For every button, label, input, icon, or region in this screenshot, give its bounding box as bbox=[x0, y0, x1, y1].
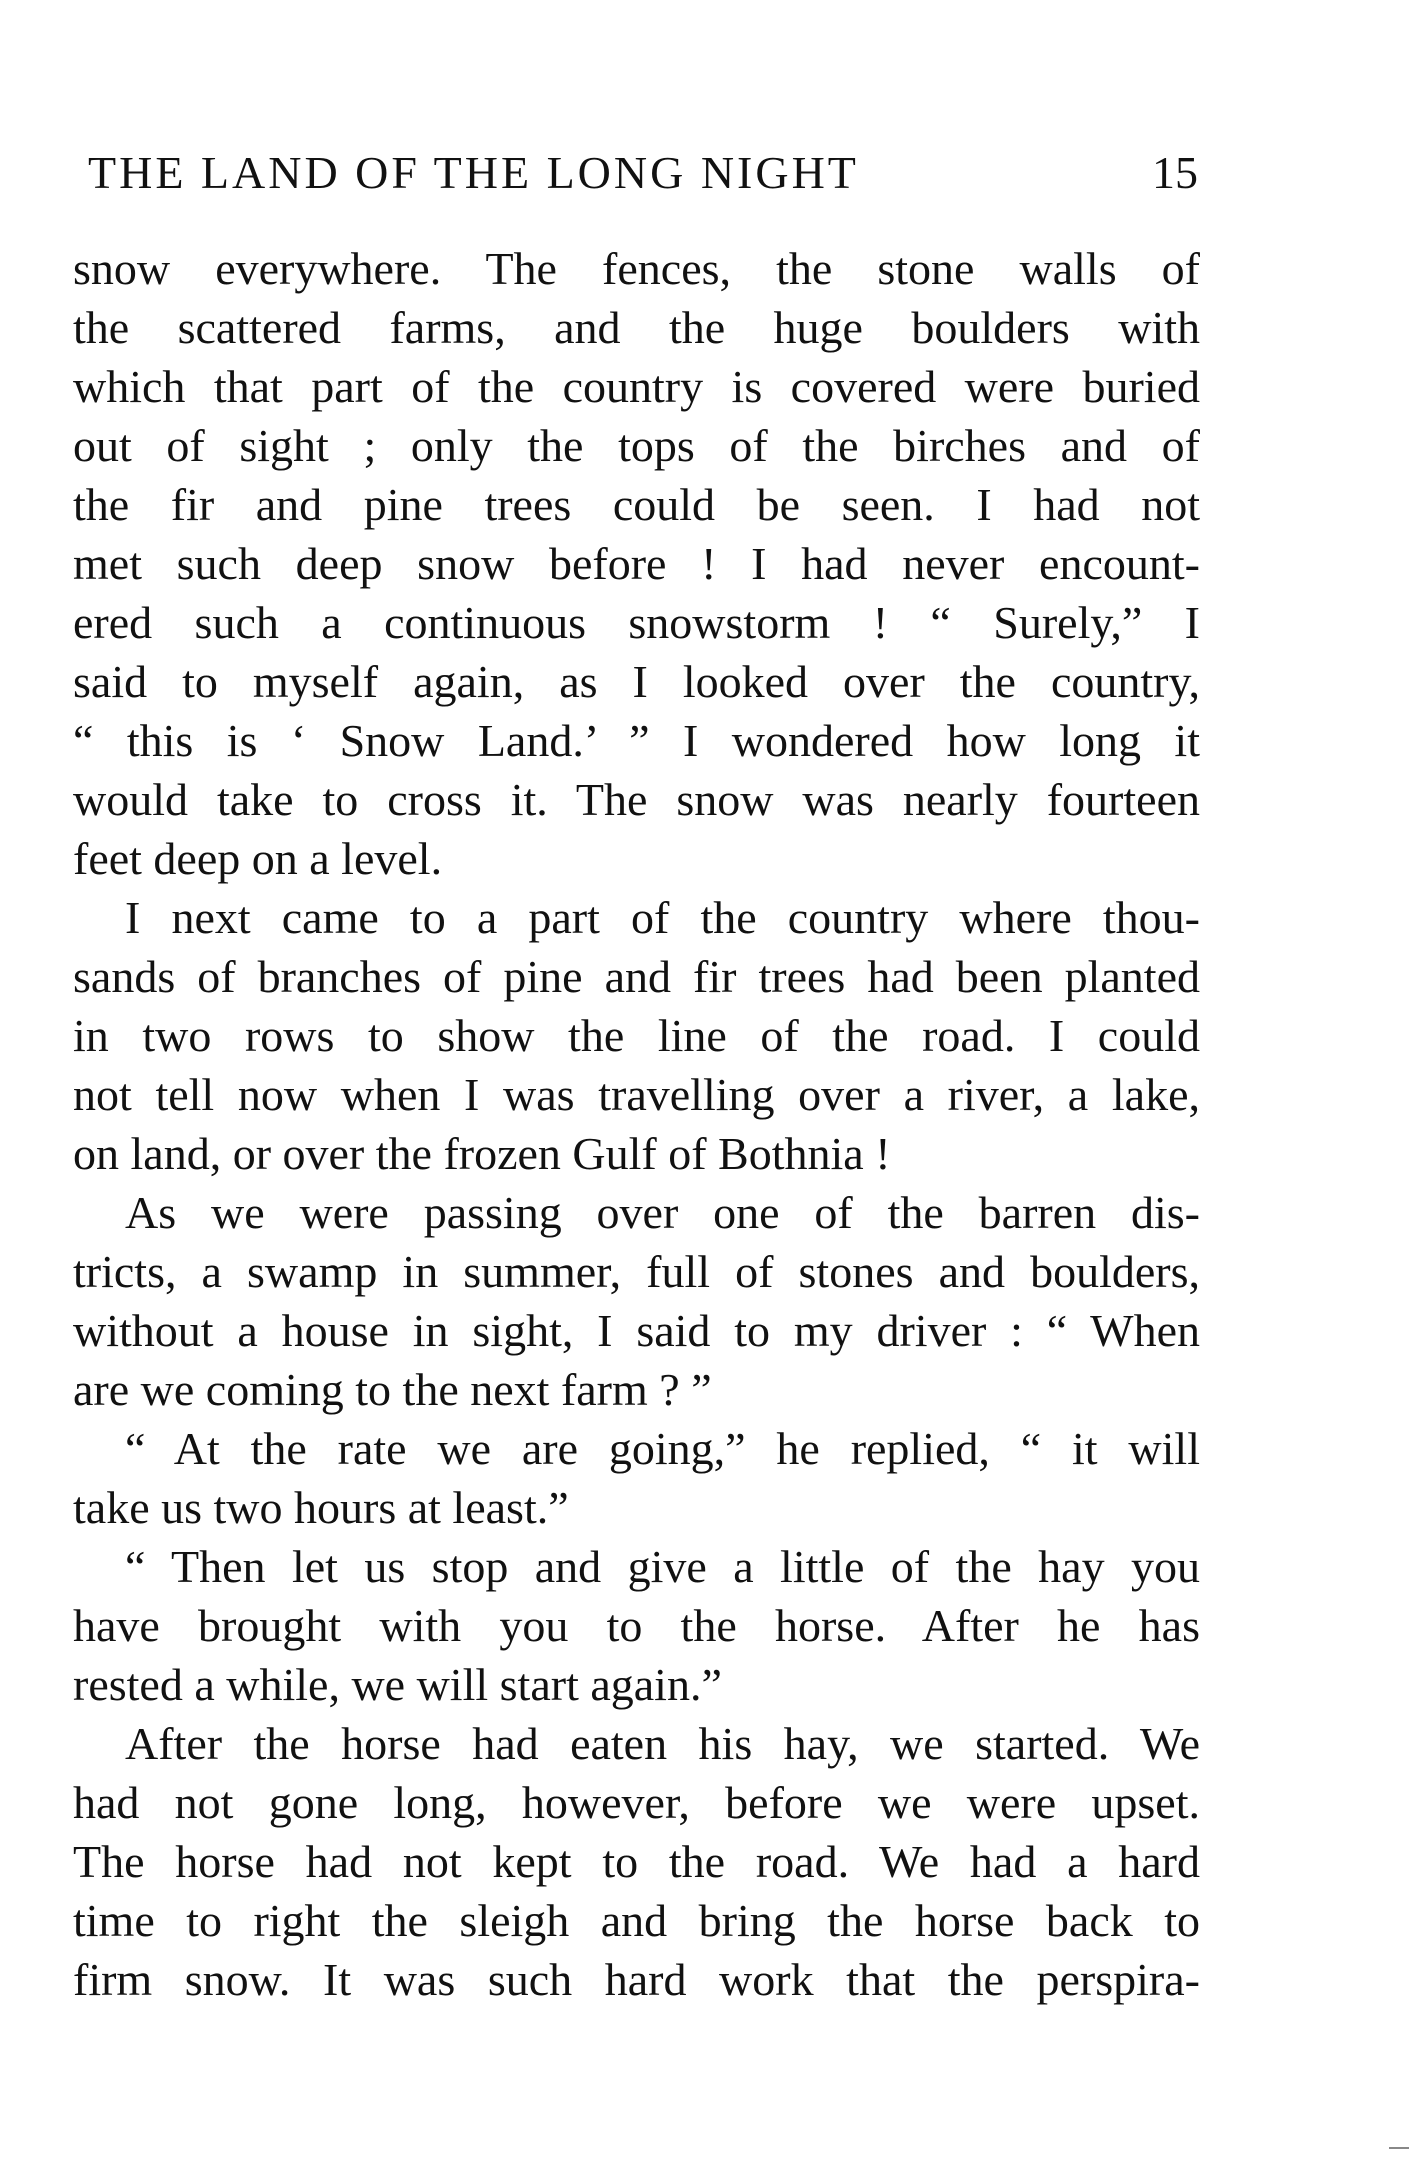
text-line: “ At the rate we are going,” he replied, “ it will bbox=[125, 1423, 1200, 1474]
text-line: on land, or over the frozen Gulf of Bothnia ! bbox=[73, 1128, 891, 1179]
text-line: which that part of the country is covered were buried bbox=[73, 361, 1200, 412]
text-line: I next came to a part of the country where thou- bbox=[125, 892, 1200, 943]
text-line: “ this is ‘ Snow Land.’ ” I wondered how long it bbox=[73, 715, 1200, 766]
text-line: feet deep on a level. bbox=[73, 833, 443, 884]
text-line: have brought with you to the horse. After he has bbox=[73, 1600, 1200, 1651]
text-line: snow everywhere. The fences, the stone walls of bbox=[73, 243, 1200, 294]
running-head bbox=[88, 143, 1198, 203]
running-title: THE LAND OF THE LONG NIGHT bbox=[88, 147, 859, 198]
text-line: “ Then let us stop and give a little of the hay you bbox=[125, 1541, 1200, 1592]
text-line: out of sight ; only the tops of the birches and of bbox=[73, 420, 1200, 471]
text-line: the scattered farms, and the huge boulders with bbox=[73, 302, 1200, 353]
text-line: After the horse had eaten his hay, we started. We bbox=[125, 1718, 1200, 1769]
page-edge-mark bbox=[1389, 2147, 1409, 2149]
page-number: 15 bbox=[1152, 147, 1198, 198]
body-text bbox=[73, 239, 1200, 2009]
text-line: would take to cross it. The snow was nearly fourteen bbox=[73, 774, 1200, 825]
text-line: As we were passing over one of the barren dis- bbox=[125, 1187, 1200, 1238]
text-line: had not gone long, however, before we were upset. bbox=[73, 1777, 1200, 1828]
text-line: are we coming to the next farm ? ” bbox=[73, 1364, 712, 1415]
text-line: The horse had not kept to the road. We had a hard bbox=[73, 1836, 1200, 1887]
text-line: said to myself again, as I looked over the country, bbox=[73, 656, 1200, 707]
text-line: in two rows to show the line of the road. I could bbox=[73, 1010, 1200, 1061]
text-line: ered such a continuous snowstorm ! “ Surely,” I bbox=[73, 597, 1200, 648]
text-line: without a house in sight, I said to my driver : “ When bbox=[73, 1305, 1200, 1356]
text-line: not tell now when I was travelling over a river, a lake, bbox=[73, 1069, 1200, 1120]
text-line: tricts, a swamp in summer, full of stones and boulders, bbox=[73, 1246, 1200, 1297]
text-line: sands of branches of pine and fir trees had been planted bbox=[73, 951, 1200, 1002]
text-line: take us two hours at least.” bbox=[73, 1482, 569, 1533]
text-line: met such deep snow before ! I had never encount- bbox=[73, 538, 1200, 589]
text-line: firm snow. It was such hard work that the perspira- bbox=[73, 1954, 1200, 2005]
text-line: the fir and pine trees could be seen. I had not bbox=[73, 479, 1200, 530]
text-line: time to right the sleigh and bring the horse back to bbox=[73, 1895, 1200, 1946]
text-line: rested a while, we will start again.” bbox=[73, 1659, 722, 1710]
